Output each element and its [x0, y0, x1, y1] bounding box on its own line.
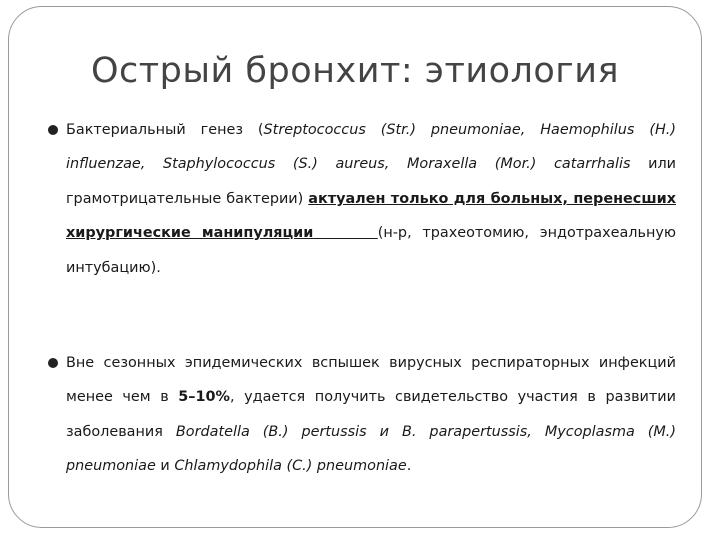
p1-underline-gap — [313, 225, 377, 241]
paragraph-viral — [66, 346, 676, 484]
p2-conj-1: и — [366, 423, 402, 440]
bullet-icon — [48, 358, 58, 368]
p1-emphasis: актуален только для больных, перенесших хирургические манипуляции — [66, 190, 676, 242]
p2-end: . — [406, 458, 412, 475]
slide-title: Острый бронхит: этиология — [91, 51, 619, 91]
paragraph-bacterial — [66, 113, 676, 285]
p2-conj-2: и — [155, 458, 175, 475]
p2-percent: 5–10% — [178, 389, 230, 406]
p2-text-2: , удается получить свидетельство участия в развитии заболевания — [66, 389, 676, 440]
bullet-icon — [48, 125, 58, 135]
p1-text-2: или грамотрицательные бактерии) — [66, 156, 676, 207]
p1-text-3: (н-р, трахеотомию, эндотрахеальную интубацию). — [66, 225, 676, 276]
p1-species: Streptococcus (Str.) pneumoniae, Haemophilus (H.) influenzae, Staphylococcus (S.) aureus, Moraxella (Mor.) catarrhalis — [66, 122, 676, 173]
p2-species-3: Chlamydophila (C.) pneumoniae — [174, 458, 407, 475]
p2-text-1: Вне сезонных эпидемических вспышек вирусных респираторных инфекций менее чем в — [66, 355, 676, 406]
p2-species-1: Bordatella (B.) pertussis — [175, 423, 367, 440]
p1-text-1: Бактериальный генез ( — [66, 122, 264, 138]
p2-species-2: B. parapertussis, Mycoplasma (M.) pneumoniae — [66, 423, 677, 475]
